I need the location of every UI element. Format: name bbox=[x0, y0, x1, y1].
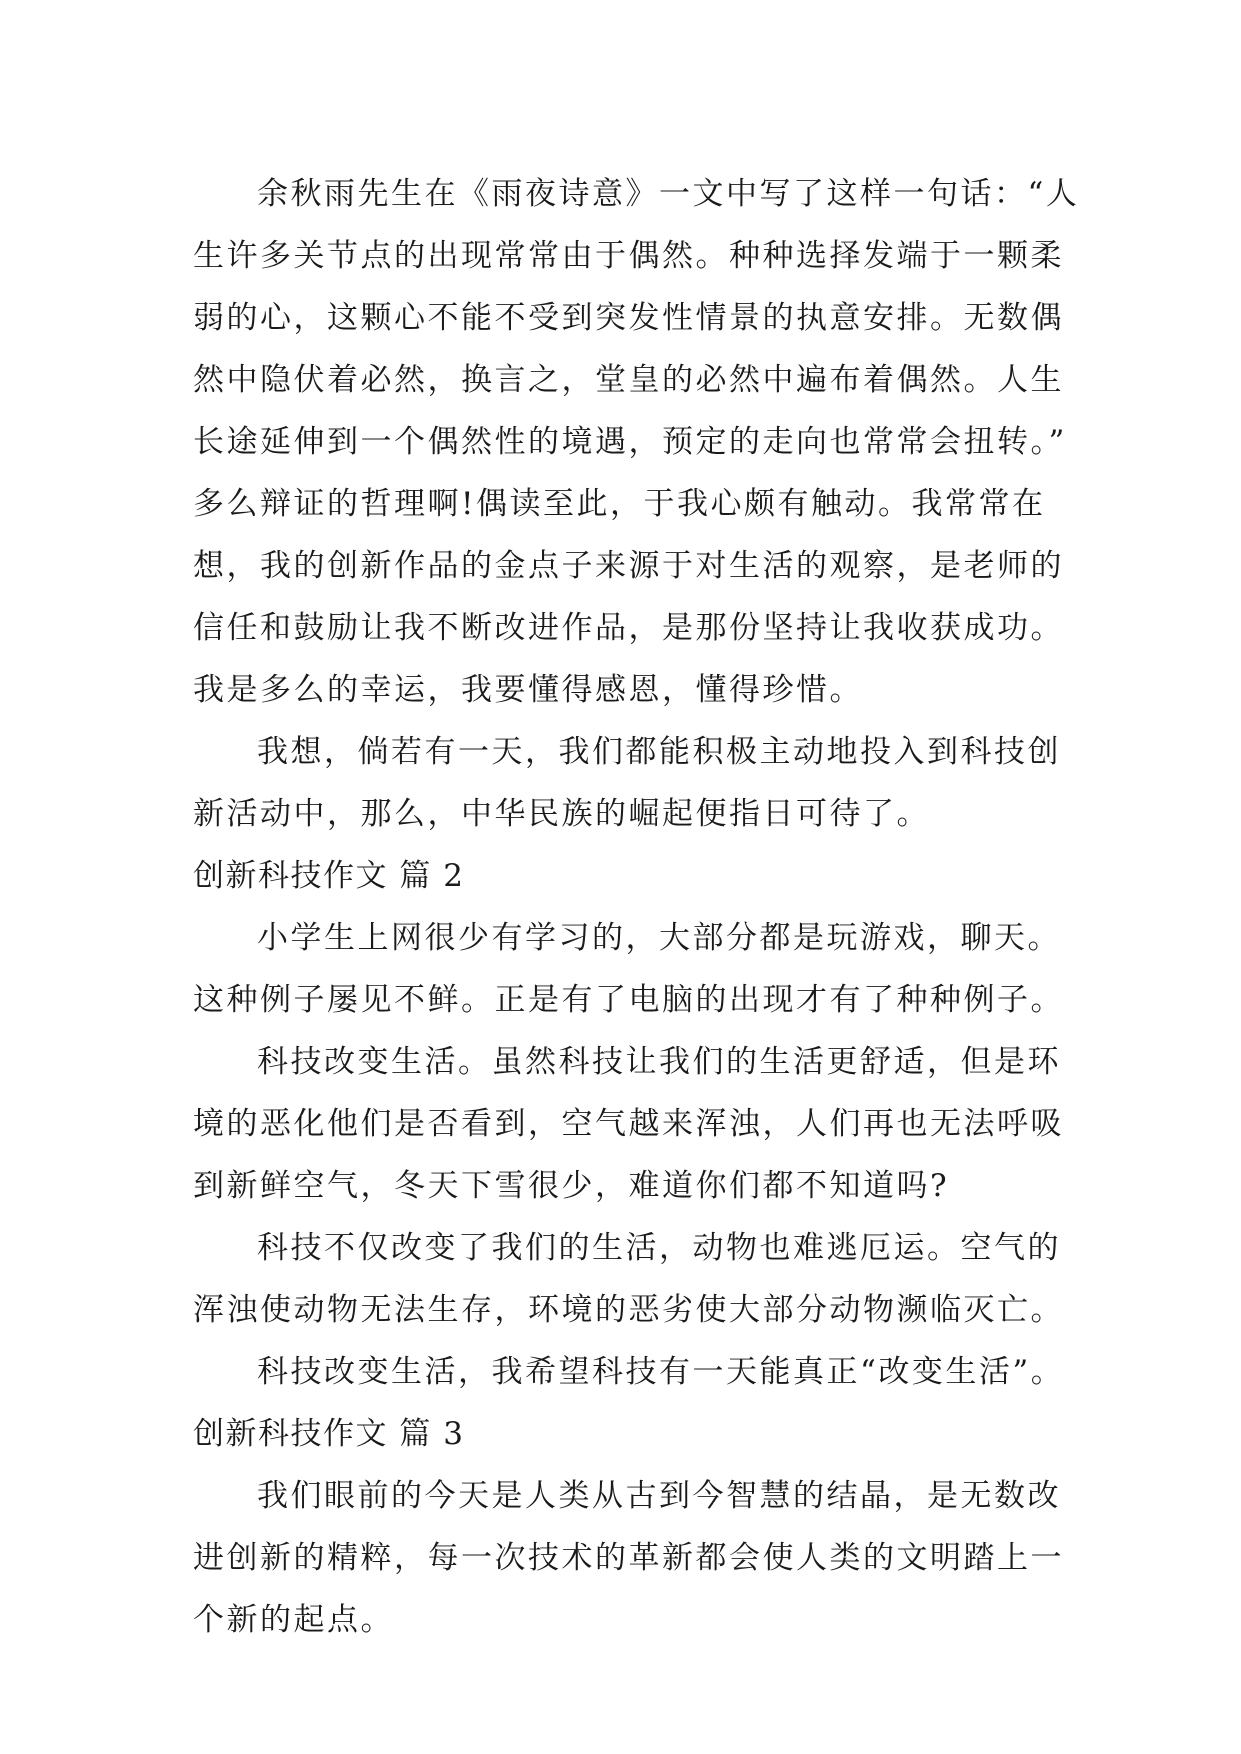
text-line: 多么辩证的哲理啊!偶读至此，于我心颇有触动。我常常在 bbox=[193, 486, 1046, 522]
text-line: 进创新的精粹，每一次技术的革新都会使人类的文明踏上一 bbox=[193, 1540, 1064, 1576]
paragraph bbox=[193, 907, 1073, 1031]
text-line: 信任和鼓励让我不断改进作品，是那份坚持让我收获成功。 bbox=[193, 610, 1064, 646]
text-line: 境的恶化他们是否看到，空气越来浑浊，人们再也无法呼吸 bbox=[193, 1106, 1064, 1142]
paragraph bbox=[193, 1031, 1073, 1217]
text-line: 我想，倘若有一天，我们都能积极主动地投入到科技创 bbox=[257, 734, 1061, 770]
text-line: 科技不仅改变了我们的生活，动物也难逃厄运。空气的 bbox=[257, 1230, 1061, 1266]
text-line: 新活动中，那么，中华民族的崛起便指日可待了。 bbox=[193, 796, 930, 832]
text-line: 我们眼前的今天是人类从古到今智慧的结晶，是无数改 bbox=[257, 1478, 1061, 1514]
paragraph bbox=[193, 721, 1073, 845]
text-line: 这种例子屡见不鲜。正是有了电脑的出现才有了种种例子。 bbox=[193, 982, 1064, 1018]
section-heading: 创新科技作文 篇 3 bbox=[193, 1416, 465, 1452]
essay-section-1 bbox=[193, 163, 1080, 845]
text-line: 到新鲜空气，冬天下雪很少，难道你们都不知道吗? bbox=[193, 1168, 950, 1204]
text-line: 长途延伸到一个偶然性的境遇，预定的走向也常常会扭转。” bbox=[193, 424, 1067, 460]
text-line: 余秋雨先生在《雨夜诗意》一文中写了这样一句话：“人 bbox=[257, 176, 1080, 212]
essay-section-3 bbox=[193, 1403, 1073, 1651]
paragraph bbox=[193, 1341, 1073, 1403]
text-line: 我是多么的幸运，我要懂得感恩，懂得珍惜。 bbox=[193, 672, 863, 708]
paragraph bbox=[193, 163, 1080, 721]
text-line: 弱的心，这颗心不能不受到突发性情景的执意安排。无数偶 bbox=[193, 300, 1064, 336]
text-line: 想，我的创新作品的金点子来源于对生活的观察，是老师的 bbox=[193, 548, 1064, 584]
document-body bbox=[193, 163, 1080, 1651]
text-line: 小学生上网很少有学习的，大部分都是玩游戏，聊天。 bbox=[257, 920, 1061, 956]
text-line: 然中隐伏着必然，换言之，堂皇的必然中遍布着偶然。人生 bbox=[193, 362, 1064, 398]
text-line: 生许多关节点的出现常常由于偶然。种种选择发端于一颗柔 bbox=[193, 238, 1064, 274]
paragraph bbox=[193, 1217, 1073, 1341]
paragraph bbox=[193, 1465, 1073, 1651]
text-line: 科技改变生活。虽然科技让我们的生活更舒适，但是环 bbox=[257, 1044, 1061, 1080]
text-line: 个新的起点。 bbox=[193, 1602, 394, 1638]
essay-section-2 bbox=[193, 845, 1073, 1403]
text-line: 科技改变生活，我希望科技有一天能真正“改变生活”。 bbox=[257, 1354, 1065, 1390]
text-line: 浑浊使动物无法生存，环境的恶劣使大部分动物濒临灭亡。 bbox=[193, 1292, 1064, 1328]
section-heading: 创新科技作文 篇 2 bbox=[193, 858, 465, 894]
